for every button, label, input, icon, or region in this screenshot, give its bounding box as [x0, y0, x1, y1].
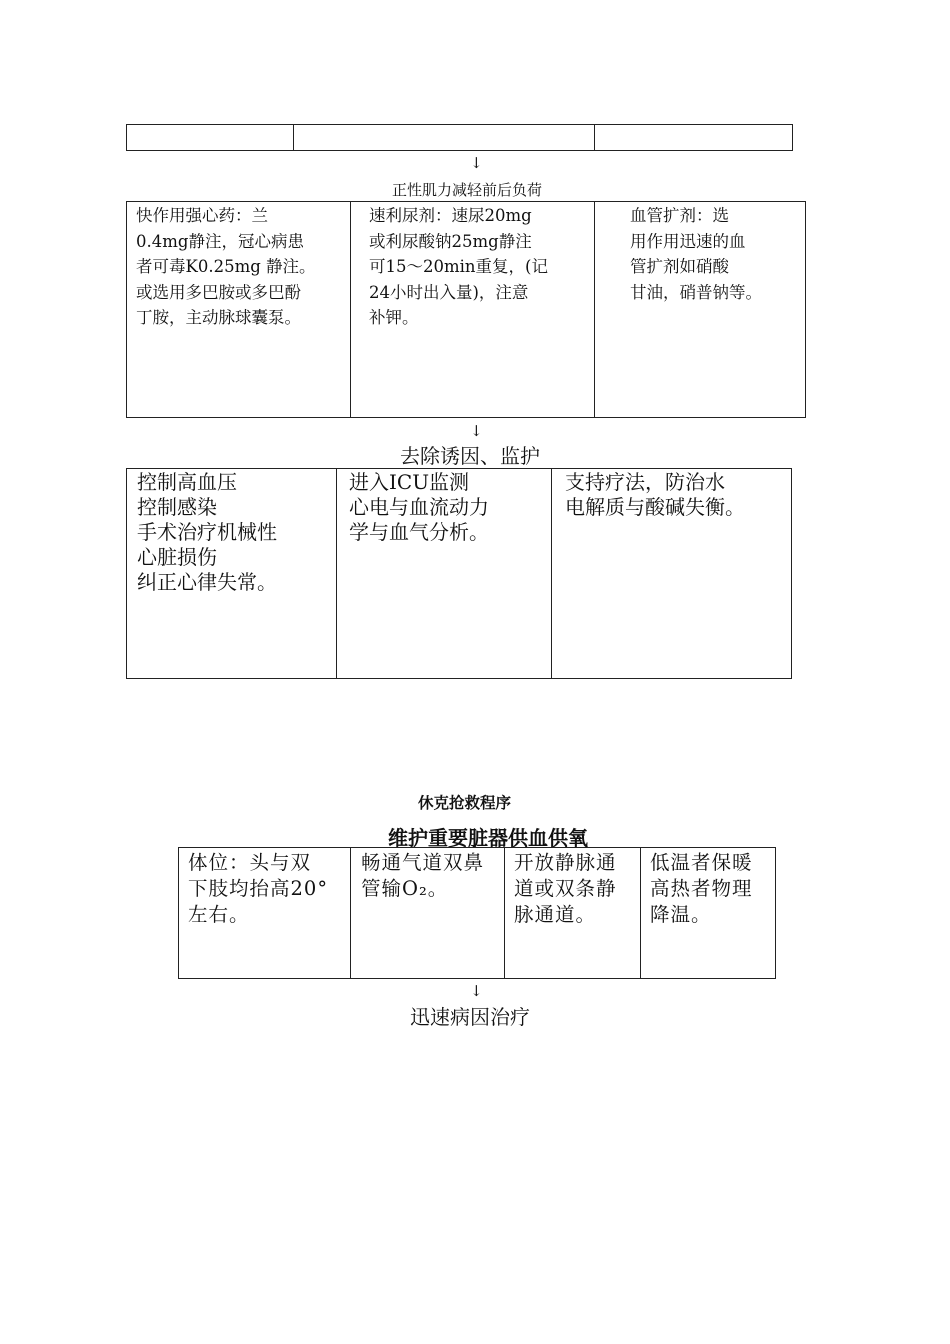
cell-diuretic: 速利尿剂：速尿20mg 或利尿酸钠25mg静注 可15～20min重复，(记 24小时出入量)，注意 补钾。 — [369, 206, 548, 327]
treatment-table — [126, 201, 806, 418]
cell-vasodilator: 血管扩剂：选 用作用迅速的血 管扩剂如硝酸 甘油，硝普钠等。 — [630, 206, 762, 302]
table-divider — [640, 848, 641, 978]
cell-temperature: 低温者保暖 高热者物理 降温。 — [650, 851, 753, 926]
causes-table — [126, 468, 792, 679]
table-divider — [350, 848, 351, 978]
table-divider — [293, 125, 294, 150]
cell-supportive-care: 支持疗法，防治水 电解质与酸碱失衡。 — [565, 470, 745, 519]
arrow-down-icon: ↓ — [470, 154, 483, 172]
cell-cardiotonic: 快作用强心药：兰 0.4mg静注，冠心病患 者可毒K0.25mg 静注。 或选用多巴胺或多巴酚 丁胺，主动脉球囊泵。 — [136, 206, 316, 327]
next-step-etiology: 迅速病因治疗 — [410, 1005, 530, 1029]
cell-control-causes: 控制高血压 控制感染 手术治疗机械性 心脏损伤 纠正心律失常。 — [137, 470, 277, 594]
step-title-remove-causes: 去除诱因、监护 — [400, 444, 540, 468]
cell-position: 体位：头与双 下肢均抬高20° 左右。 — [188, 851, 329, 926]
table-divider — [504, 848, 505, 978]
arrow-down-icon: ↓ — [470, 422, 483, 440]
table-divider — [551, 469, 552, 678]
top-table — [126, 124, 793, 151]
table-divider — [594, 202, 595, 417]
arrow-down-icon: ↓ — [470, 982, 483, 1000]
table-divider — [594, 125, 595, 150]
cell-iv-access: 开放静脉通 道或双条静 脉通道。 — [514, 851, 617, 926]
section-heading: 休克抢救程序 — [418, 793, 512, 812]
shock-table — [178, 847, 776, 979]
step-title-positive-inotropic: 正性肌力减轻前后负荷 — [392, 181, 543, 199]
cell-icu-monitoring: 进入ICU监测 心电与血流动力 学与血气分析。 — [349, 470, 489, 544]
section-subheading: 维护重要脏器供血供氧 — [388, 826, 588, 850]
cell-airway: 畅通气道双鼻 管输O₂。 — [361, 851, 485, 900]
table-divider — [336, 469, 337, 678]
table-divider — [350, 202, 351, 417]
